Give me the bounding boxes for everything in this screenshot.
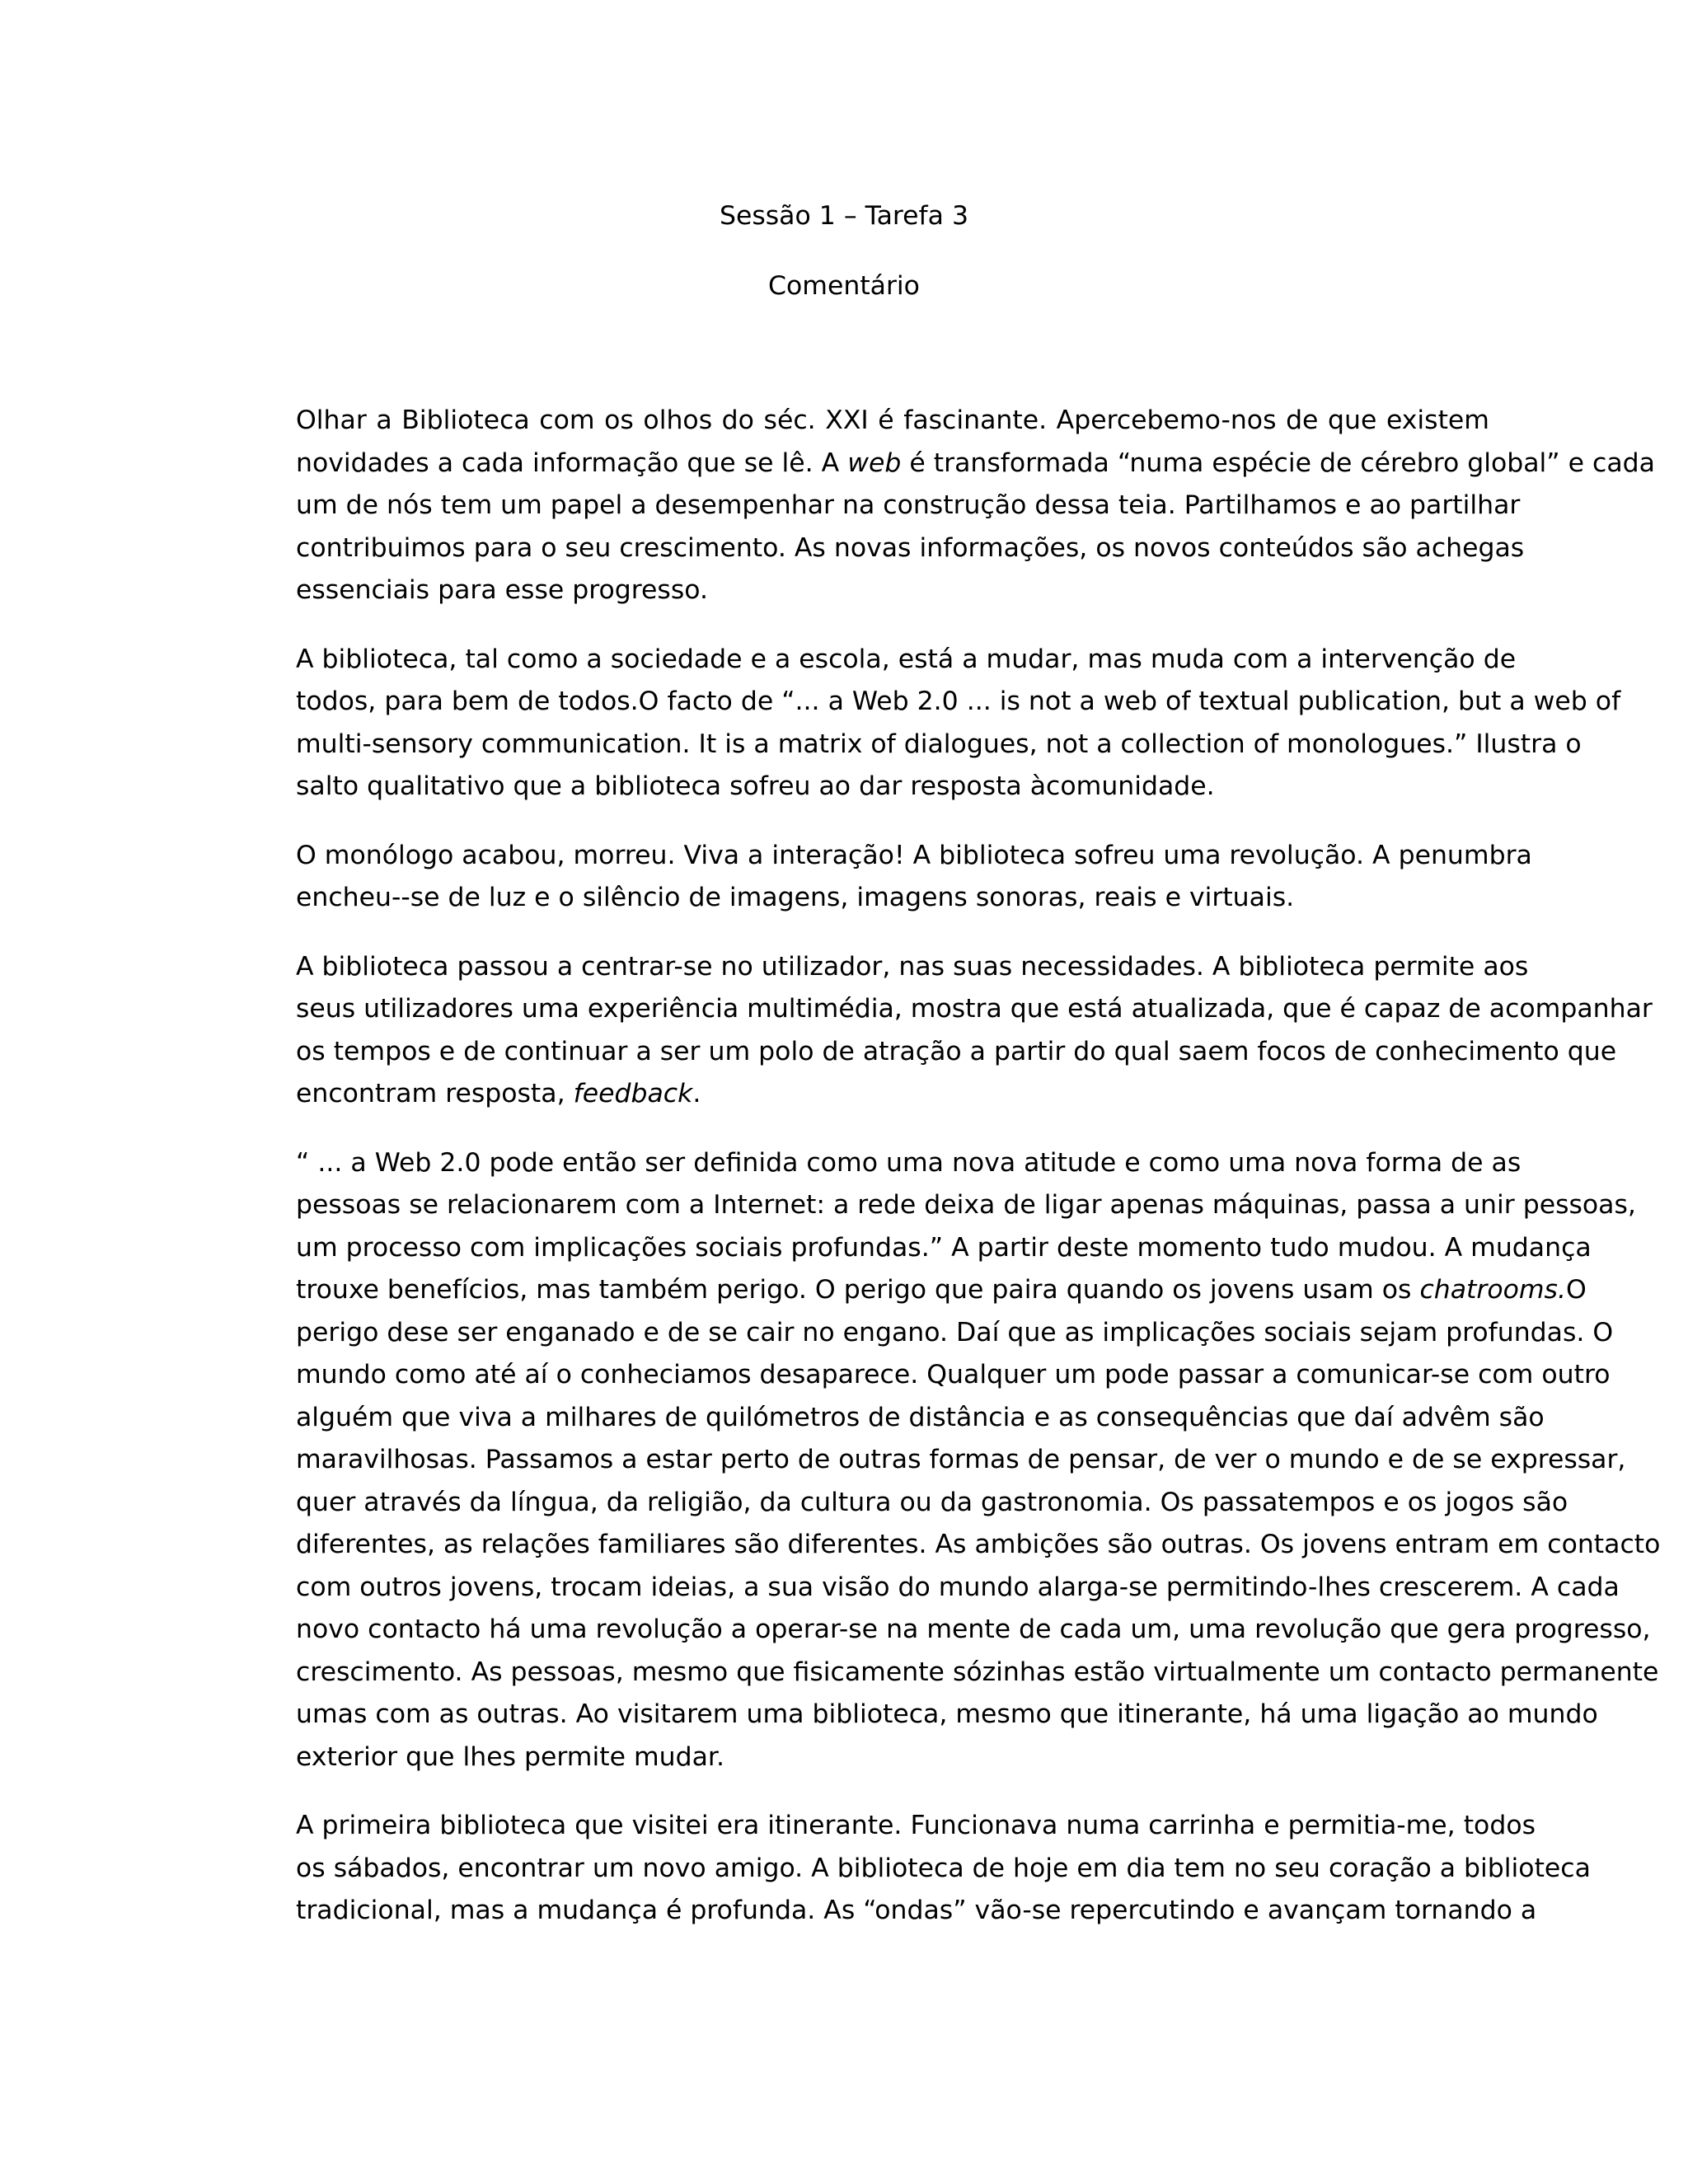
paragraph-line: salto qualitativo que a biblioteca sofreu ao dar resposta àcomunidade. [296,771,1215,801]
body-paragraph [199,1805,1591,1933]
paragraph-line: A biblioteca, tal como a sociedade e a escola, está a mudar, mas muda com a intervenção de [296,644,1517,674]
paragraph-line: O monólogo acabou, morreu. Viva a interação! A biblioteca sofreu uma revolução. A penumbra [296,840,1532,870]
paragraph-line: Olhar a Biblioteca com os olhos do séc. XXI é fascinante. Apercebemo-nos de que existem [296,405,1489,435]
paragraph-line: maravilhosas. Passamos a estar perto de outras formas de pensar, de ver o mundo e de se expressar, [296,1445,1626,1474]
line-segment: O [1565,1275,1587,1305]
line-segment: novidades a cada informação que se lê. A [296,448,848,478]
paragraph-line: umas com as outras. Ao visitarem uma biblioteca, mesmo que itinerante, há uma ligação ao mundo [296,1699,1598,1729]
italic-term: chatrooms. [1419,1275,1566,1305]
paragraph-line: um processo com implicações sociais profundas.” A partir deste momento tudo mudou. A mudança [296,1232,1592,1263]
paragraph-line: alguém que viva a milhares de quilómetros de distância e as consequências que daí advêm são [296,1402,1545,1432]
paragraph-line: mundo como até aí o conheciamos desaparece. Qualquer um pode passar a comunicar-se com outro [296,1360,1611,1390]
paragraph-line [199,1073,1489,1116]
paragraph-line: crescimento. As pessoas, mesmo que fisicamente sózinhas estão virtualmente um contacto permanente [296,1657,1659,1687]
paragraph-line [199,1269,1587,1312]
document-body [199,400,1661,1959]
line-segment: trouxe benefícios, mas também perigo. O perigo que paira quando os jovens usam os [296,1275,1420,1305]
body-paragraph [199,835,1532,920]
paragraph-line: pessoas se relacionarem com a Internet: a rede deixa de ligar apenas máquinas, passa a unir pessoas, [296,1190,1636,1220]
italic-term: feedback [573,1079,693,1108]
body-paragraph [199,400,1655,612]
document-title: Sessão 1 – Tarefa 3 [719,201,969,231]
line-segment: encontram resposta, [296,1079,574,1108]
paragraph-line: perigo dese ser enganado e de se cair no engano. Daí que as implicações sociais sejam profundas. O [296,1317,1614,1347]
document-subtitle: Comentário [768,271,920,301]
paragraph-line: A primeira biblioteca que visitei era itinerante. Funcionava numa carrinha e permitia-me, todos [296,1811,1536,1840]
paragraph-line: “ ... a Web 2.0 pode então ser definida como uma nova atitude e como uma nova forma de as [296,1147,1522,1178]
paragraph-line: novo contacto há uma revolução a operar-se na mente de cada um, uma revolução que gera progresso, [296,1615,1651,1644]
body-paragraph [199,639,1621,808]
paragraph-line: multi-sensory communication. It is a matrix of dialogues, not a collection of monologues.” Ilustra o [296,729,1582,759]
paragraph-line: todos, para bem de todos.O facto de “... a Web 2.0 ... is not a web of textual publication, but a web of [296,687,1621,716]
paragraph-line: seus utilizadores uma experiência multimédia, mostra que está atualizada, que é capaz de acompanhar [296,994,1653,1024]
paragraph-line: com outros jovens, trocam ideias, a sua visão do mundo alarga-se permitindo-lhes crescerem. A cada [296,1572,1620,1602]
paragraph-line [199,443,1655,485]
paragraph-line: quer através da língua, da religião, da cultura ou da gastronomia. Os passatempos e os jogos são [296,1487,1568,1517]
body-paragraph [199,1142,1661,1779]
paragraph-line: tradicional, mas a mudança é profunda. As “ondas” vão-se repercutindo e avançam tornando a [296,1896,1537,1925]
line-segment: . [692,1079,701,1108]
paragraph-line: exterior que lhes permite mudar. [296,1741,724,1772]
paragraph-line: essenciais para esse progresso. [296,575,708,605]
paragraph-line: A biblioteca passou a centrar-se no utilizador, nas suas necessidades. A biblioteca permite aos [296,951,1529,982]
paragraph-line: diferentes, as relações familiares são diferentes. As ambições são outras. Os jovens entram em contacto [296,1530,1661,1559]
paragraph-line: encheu--se de luz e o silêncio de imagens, imagens sonoras, reais e virtuais. [296,883,1295,912]
line-segment: é transformada “numa espécie de cérebro global” e cada [901,448,1655,478]
paragraph-line: os tempos e de continuar a ser um polo de atração a partir do qual saem focos de conhecimento que [296,1036,1617,1066]
body-paragraph [199,946,1653,1116]
paragraph-line: um de nós tem um papel a desempenhar na construção dessa teia. Partilhamos e ao partilhar [296,490,1521,520]
paragraph-line: contribuimos para o seu crescimento. As novas informações, os novos conteúdos são achegas [296,532,1525,563]
paragraph-line: os sábados, encontrar um novo amigo. A biblioteca de hoje em dia tem no seu coração a biblioteca [296,1853,1591,1883]
italic-term: web [847,448,902,478]
